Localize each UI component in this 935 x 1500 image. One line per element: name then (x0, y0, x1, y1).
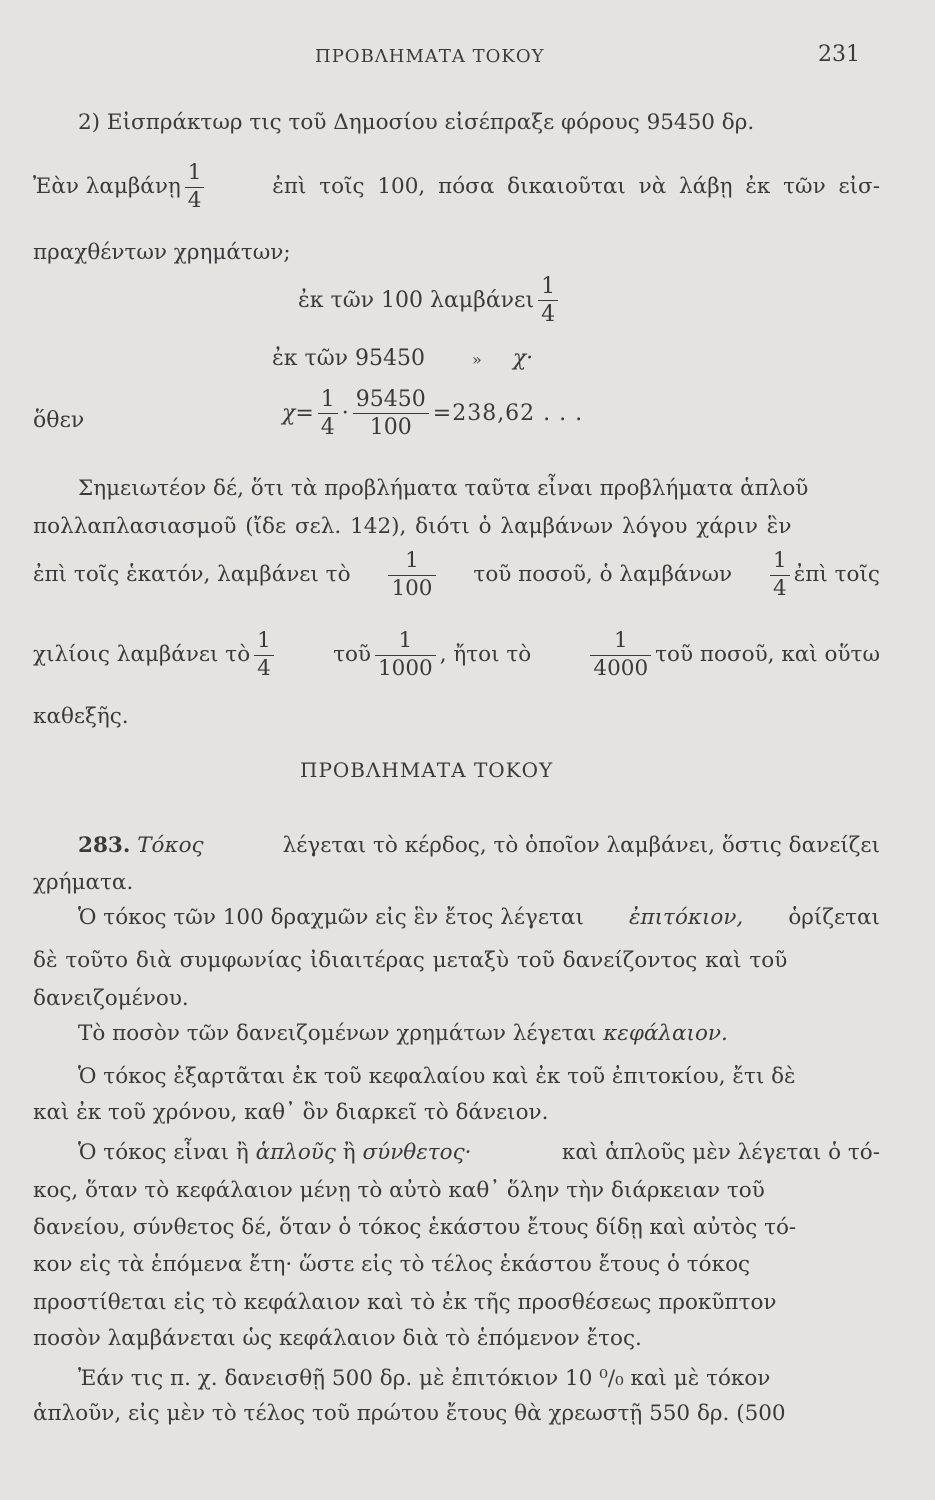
fraction-denominator: 4 (773, 575, 787, 601)
section-number: 283. (78, 833, 131, 858)
p5-or: ἢ (342, 1140, 356, 1165)
eq1-text: ἐκ τῶν 100 λαμβάνει (298, 287, 535, 313)
page-number: 231 (818, 42, 860, 67)
p6-line-2: ἁπλοῦν, εἰς μὲν τὸ τέλος τοῦ πρώτου ἔτους θὰ χρεωστῇ 550 δρ. (500 (33, 1401, 786, 1426)
p2-line-1 (33, 907, 880, 929)
eq3-result: =238,62 . . . (432, 400, 584, 426)
multiplication-dot: · (341, 400, 349, 426)
p4-line-2: καὶ ἐκ τοῦ χρόνου, καθ᾽ ὃν διαρκεῖ τὸ δάνειον. (33, 1100, 549, 1125)
note-line-4-start (33, 630, 278, 680)
note-line-3 (33, 550, 880, 600)
p2-line-1-a: Ὁ τόκος τῶν 100 δραχμῶν εἰς ἓν ἔτος λέγεται (78, 905, 584, 930)
eq3-fraction-1 (318, 388, 338, 439)
fraction-numerator: 1 (375, 630, 436, 656)
eq3-lhs: χ= (282, 400, 314, 426)
fraction-denominator: 4 (320, 415, 335, 441)
section-283-line-1 (33, 835, 880, 857)
p6-line-1: Ἐάν τις π. χ. δανεισθῇ 500 δρ. μὲ ἐπιτόκιον 10 ⁰/₀ καὶ μὲ τόκον (78, 1366, 771, 1391)
fraction-numerator: 1 (590, 630, 651, 656)
p5-line-5: προστίθεται εἰς τὸ κεφάλαιον καὶ τὸ ἐκ τῆς προσθέσεως προκῦπτον (33, 1290, 777, 1315)
eq3-fraction-2 (353, 388, 429, 439)
eq2-variable: χ· (512, 346, 534, 371)
p3-line-1 (33, 1023, 880, 1045)
note-line-4-end (586, 630, 880, 680)
equation-row-3 (282, 388, 583, 439)
term-principal: κεφάλαιον. (603, 1021, 728, 1046)
text-if-receives: Ἐὰν λαμβάνῃ (33, 174, 181, 200)
p5-line-6: ποσὸν λαμβάνεται ὡς κεφάλαιον διὰ τὸ ἑπόμενον ἔτος. (33, 1326, 642, 1351)
note-line-3-b: τοῦ ποσοῦ, ὁ λαμβάνων (473, 562, 733, 588)
fraction-denominator: 4 (187, 187, 202, 213)
fraction-numerator: 1 (538, 275, 558, 301)
p4-line-1: Ὁ τόκος ἐξαρτᾶται ἐκ τοῦ κεφαλαίου καὶ ἐκ τοῦ ἐπιτοκίου, ἔτι δὲ (78, 1064, 796, 1089)
note-line-2: πολλαπλασιασμοῦ (ἴδε σελ. 142), διότι ὁ λαμβάνων λόγου χάριν ἓν (33, 514, 792, 539)
note-line-4-d: τοῦ ποσοῦ, καὶ οὕτω (655, 642, 880, 668)
ditto-mark: » (472, 350, 482, 369)
p2-line-1-b: ὁρίζεται (788, 905, 880, 930)
problem-line-2-start (33, 162, 208, 212)
fraction-denominator: 4000 (593, 655, 649, 681)
problem-line-1: 2) Εἰσπράκτωρ τις τοῦ Δημοσίου εἰσέπραξε φόρους 95450 δρ. (78, 110, 755, 135)
p5-line-1-a: Ὁ τόκος εἶναι ἢ (78, 1140, 249, 1165)
note-line-4-mid (333, 630, 531, 680)
fraction-denominator: 100 (391, 575, 433, 601)
p3-text: Τὸ ποσὸν τῶν δανειζομένων χρημάτων λέγεται (78, 1021, 597, 1046)
p5-line-2: κος, ὅταν τὸ κεφάλαιον μένῃ τὸ αὐτὸ καθ᾽ ὅλην τὴν διάρκειαν τοῦ (33, 1178, 765, 1203)
p5-line-3: δανείου, σύνθετος δέ, ὅταν ὁ τόκος ἑκάστου ἔτους δίδῃ καὶ αὐτὸς τό- (33, 1215, 797, 1240)
eq2-text: ἐκ τῶν 95450 (272, 346, 426, 371)
fraction-numerator: 1 (388, 550, 435, 576)
problem-line-2 (33, 162, 880, 212)
problem-line-2-end: ἐπὶ τοῖς 100, πόσα δικαιοῦται νὰ λάβῃ ἐκ τῶν εἰσ- (272, 174, 880, 200)
p5-line-1-start (78, 1142, 472, 1164)
note-line-4-c: , ἤτοι τὸ (439, 642, 532, 668)
note-line-3-c: ἐπὶ τοῖς (793, 562, 880, 588)
note-line-5: καθεξῆς. (33, 704, 129, 729)
note-line-1: Σημειωτέον δέ, ὅτι τὰ προβλήματα ταῦτα εἶναι προβλήματα ἁπλοῦ (78, 476, 809, 501)
fraction-numerator: 1 (254, 630, 274, 656)
p5-line-4: κον εἰς τὰ ἑπόμενα ἔτη· ὥστε εἰς τὸ τέλος ἑκάστου ἔτους ὁ τόκος (33, 1252, 751, 1277)
note-fraction-one-thousandth (375, 630, 436, 680)
note-fraction-one-four-thousandth (590, 630, 651, 680)
section-283-lead (78, 835, 204, 857)
running-header-title: ΠΡΟΒΛΗΜΑΤΑ ΤΟΚΟΥ (315, 46, 545, 67)
equation-row-1 (298, 275, 562, 326)
term-simple: ἁπλοῦς (255, 1140, 336, 1165)
fraction-numerator: 1 (318, 388, 338, 414)
fraction-numerator: 95450 (353, 388, 429, 414)
note-fraction-quarter-2 (254, 630, 274, 680)
eq1-fraction (538, 275, 558, 326)
hence-label: ὅθεν (33, 408, 85, 433)
note-line-4-b: τοῦ (333, 642, 371, 668)
p2-line-2: δὲ τοῦτο διὰ συμφωνίας ἰδιαιτέρας μεταξὺ τοῦ δανείζοντος καὶ τοῦ (33, 948, 788, 973)
note-fraction-one-hundredth (388, 550, 435, 600)
note-line-4 (33, 630, 880, 680)
term-interest-rate: ἐπιτόκιον, (628, 905, 744, 930)
note-line-3-a: ἐπὶ τοῖς ἑκατόν, λαμβάνει τὸ (33, 562, 351, 588)
section-283-line-1-rest: λέγεται τὸ κέρδος, τὸ ὁποῖον λαμβάνει, ὅστις δανείζει (282, 833, 880, 858)
fraction-numerator: 1 (770, 550, 790, 576)
note-line-3-end (766, 550, 880, 600)
term-interest: Τόκος (137, 833, 204, 858)
problem-line-3: πραχθέντων χρημάτων; (33, 240, 291, 265)
section-283-line-2: χρήματα. (33, 870, 134, 895)
term-compound: σύνθετος· (362, 1140, 472, 1165)
note-fraction-one-quarter (770, 550, 790, 600)
fraction-denominator: 1000 (377, 655, 433, 681)
fraction-denominator: 4 (257, 655, 271, 681)
fraction-numerator: 1 (185, 162, 205, 188)
equation-row-2 (272, 348, 533, 370)
p5-line-1 (33, 1142, 880, 1164)
note-line-4-a: χιλίοις λαμβάνει τὸ (33, 642, 251, 668)
fraction-one-quarter (185, 162, 205, 212)
p5-line-1-b: καὶ ἁπλοῦς μὲν λέγεται ὁ τό- (561, 1140, 880, 1165)
fraction-denominator: 4 (541, 302, 556, 328)
fraction-denominator: 100 (369, 415, 412, 441)
p2-line-3: δανειζομένου. (33, 986, 189, 1011)
section-heading: ΠΡΟΒΛΗΜΑΤΑ ΤΟΚΟΥ (300, 758, 554, 782)
